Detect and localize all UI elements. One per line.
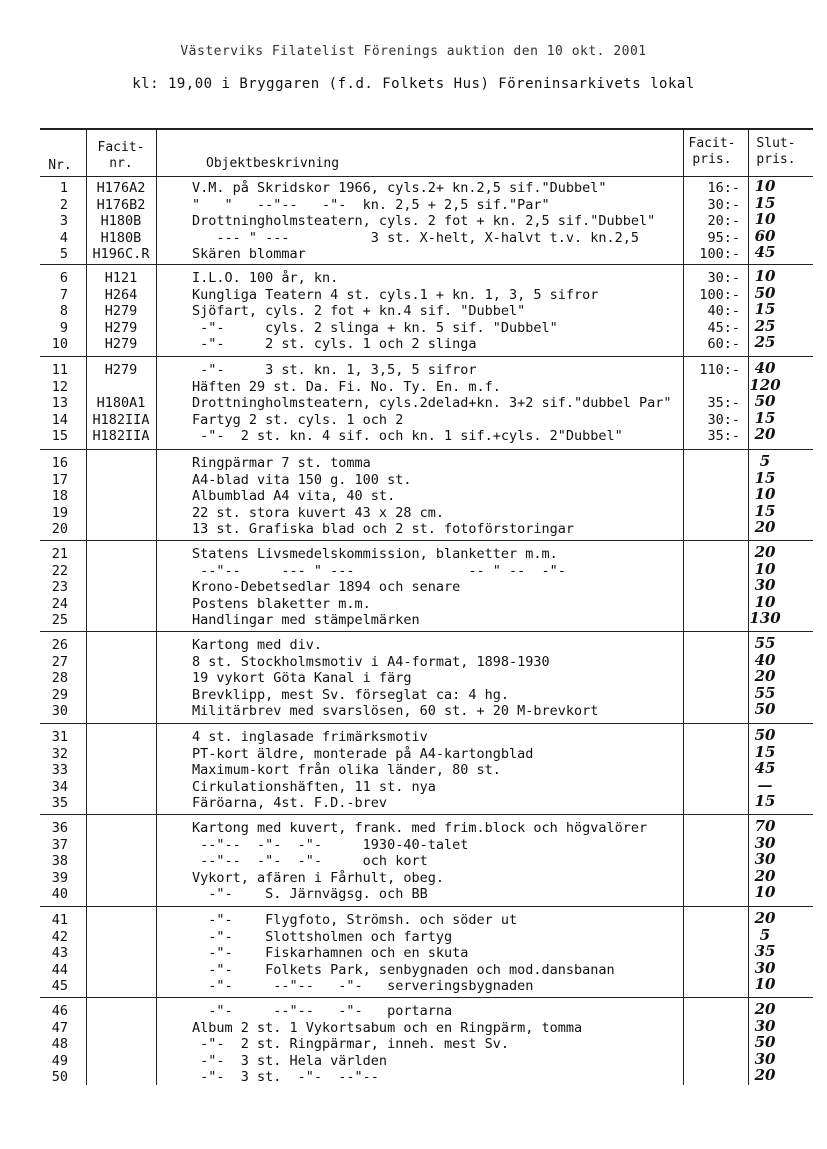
final-price: 20	[754, 1066, 776, 1085]
group-divider-rule	[40, 997, 813, 998]
row-number: 45	[51, 978, 68, 995]
object-description: Postens blaketter m.m.	[192, 595, 371, 612]
facit-number: H196C.R	[92, 246, 150, 263]
group-divider-rule	[40, 906, 813, 907]
final-price: 10	[754, 210, 776, 229]
row-number: 48	[51, 1036, 68, 1053]
facit-price: 30:-	[707, 196, 740, 213]
object-description: 13 st. Grafiska blad och 2 st. fotoförstoringar	[192, 521, 575, 538]
object-description: Kungliga Teatern 4 st. cyls.1 + kn. 1, 3, 5 sifror	[192, 286, 599, 303]
final-price: 30	[754, 576, 776, 595]
row-number: 34	[51, 778, 68, 795]
row-number: 35	[51, 795, 68, 812]
facit-price: 45:-	[707, 319, 740, 336]
facit-number: H279	[104, 336, 138, 353]
row-number: 1	[59, 180, 68, 196]
final-price: 20	[754, 667, 776, 686]
row-number: 43	[51, 945, 68, 962]
row-number: 32	[51, 745, 68, 762]
final-price: 120	[749, 375, 781, 394]
row-number: 5	[59, 246, 68, 263]
row-number: 22	[51, 562, 68, 579]
final-price: 40	[754, 650, 776, 669]
final-price: 30	[754, 833, 776, 852]
row-number: 38	[51, 853, 68, 870]
final-price: 70	[754, 817, 776, 835]
row-number: 46	[51, 1003, 68, 1019]
final-price: 15	[754, 468, 776, 487]
row-number: 23	[51, 579, 68, 596]
facit-price: 30:-	[707, 411, 740, 428]
final-price: 50	[754, 283, 776, 302]
object-description: -"- Fiskarhamnen och en skuta	[192, 945, 469, 962]
row-number: 29	[51, 686, 68, 703]
object-description: Brevklipp, mest Sv. förseglat ca: 4 hg.	[192, 686, 509, 703]
final-price: 45	[754, 759, 776, 778]
final-price: 5	[759, 452, 771, 470]
final-price: 10	[754, 177, 776, 195]
object-description: -"- S. Järnvägsg. och BB	[192, 886, 428, 903]
row-number: 39	[51, 869, 68, 886]
object-description: V.M. på Skridskor 1966, cyls.2+ kn.2,5 sif."Dubbel"	[192, 180, 607, 196]
final-price: 30	[754, 1049, 776, 1068]
facit-price: 35:-	[707, 428, 740, 445]
row-number: 42	[51, 928, 68, 945]
object-description: --"-- --- " --- -- " -- -"-	[192, 562, 566, 579]
col-head-facit-nr	[86, 140, 156, 172]
final-price: 15	[754, 300, 776, 319]
col-head-facit-nr-line1: Facit-	[97, 140, 145, 155]
row-number: 30	[51, 703, 68, 720]
facit-number: H180B	[100, 213, 142, 230]
row-number: 20	[51, 521, 68, 538]
object-description: 19 vykort Göta Kanal i färg	[192, 670, 412, 687]
row-number: 24	[51, 595, 68, 612]
row-number: 3	[59, 213, 68, 230]
group-divider-rule	[40, 723, 813, 724]
object-description: --- " --- 3 st. X-helt, X-halvt t.v. kn.2,5	[192, 229, 640, 246]
object-description: -"- 2 st. kn. 4 sif. och kn. 1 sif.+cyls. 2"Dubbel"	[192, 428, 623, 445]
facit-number: H182IIA	[92, 411, 150, 428]
col-head-nr-label: Nr.	[48, 158, 72, 173]
final-price: 20	[754, 543, 776, 561]
row-number: 28	[51, 670, 68, 687]
object-description: Vykort, afären i Fårhult, obeg.	[192, 869, 444, 886]
object-description: 22 st. stora kuvert 43 x 28 cm.	[192, 504, 444, 521]
object-description: Krono-Debetsedlar 1894 och senare	[192, 579, 461, 596]
final-price: 15	[754, 742, 776, 761]
object-description: Albumblad A4 vita, 40 st.	[192, 488, 396, 505]
final-price: 20	[754, 1000, 776, 1018]
column-divider	[683, 130, 684, 1085]
final-price: 15	[754, 792, 776, 811]
final-price: 60	[754, 226, 776, 245]
final-price: 10	[754, 592, 776, 611]
row-number: 26	[51, 637, 68, 653]
facit-number: H279	[104, 303, 138, 320]
final-price: 50	[754, 700, 776, 719]
facit-price: 110:-	[699, 362, 740, 378]
final-price: 20	[754, 425, 776, 444]
final-price: 50	[754, 392, 776, 411]
object-description: Maximum-kort från olika länder, 80 st.	[192, 762, 501, 779]
object-description: --"-- -"- -"- och kort	[192, 853, 428, 870]
row-number: 17	[51, 471, 68, 488]
final-price: 25	[754, 333, 776, 352]
object-description: 8 st. Stockholmsmotiv i A4-format, 1898-1930	[192, 653, 550, 670]
final-price: 20	[754, 518, 776, 537]
object-description: -"- 3 st. -"- --"--	[192, 1069, 379, 1086]
final-price: 20	[754, 866, 776, 885]
group-divider-rule	[40, 631, 813, 632]
row-number: 27	[51, 653, 68, 670]
object-description: Häften 29 st. Da. Fi. No. Ty. En. m.f.	[192, 378, 501, 395]
final-price: 10	[754, 267, 776, 285]
final-price: 15	[754, 193, 776, 212]
object-description: Sjöfart, cyls. 2 fot + kn.4 sif. "Dubbel"	[192, 303, 526, 320]
facit-number: H279	[104, 319, 138, 336]
object-description: Kartong med div.	[192, 637, 323, 653]
row-number: 12	[51, 378, 68, 395]
object-description: Cirkulationshäften, 11 st. nya	[192, 778, 436, 795]
column-divider	[156, 130, 157, 1085]
object-description: Kartong med kuvert, frank. med frim.block och högvalörer	[192, 820, 648, 836]
object-description: I.L.O. 100 år, kn.	[192, 270, 339, 286]
row-number: 6	[59, 270, 68, 286]
col-head-description-label: Objektbeskrivning	[206, 156, 340, 171]
row-number: 4	[59, 229, 68, 246]
object-description: Skären blommar	[192, 246, 306, 263]
header-location: kl: 19,00 i Bryggaren (f.d. Folkets Hus) Föreninsarkivets lokal	[132, 76, 695, 92]
row-number: 16	[51, 455, 68, 471]
facit-price: 35:-	[707, 395, 740, 412]
row-number: 19	[51, 504, 68, 521]
group-divider-rule	[40, 540, 813, 541]
row-number: 36	[51, 820, 68, 836]
row-number: 13	[51, 395, 68, 412]
final-price: 55	[754, 683, 776, 702]
row-number: 49	[51, 1052, 68, 1069]
facit-price: 100:-	[699, 246, 740, 263]
final-price: 35	[754, 942, 776, 961]
row-number: 11	[51, 362, 68, 378]
final-price: 30	[754, 958, 776, 977]
header-title: Västerviks Filatelist Förenings auktion den 10 okt. 2001	[180, 44, 647, 59]
col-head-facit-pris	[682, 136, 742, 168]
object-description: -"- Flygfoto, Strömsh. och söder ut	[192, 912, 518, 928]
object-description: " " --"-- -"- kn. 2,5 + 2,5 sif."Par"	[192, 196, 550, 213]
row-number: 31	[51, 729, 68, 745]
final-price: 15	[754, 408, 776, 427]
object-description: -"- 3 st. Hela världen	[192, 1052, 388, 1069]
object-description: Drottningholmsteatern, cyls.2delad+kn. 3+2 sif."dubbel Par"	[192, 395, 672, 412]
facit-price: 40:-	[707, 303, 740, 320]
row-number: 25	[51, 612, 68, 629]
row-number: 18	[51, 488, 68, 505]
row-number: 15	[51, 428, 68, 445]
facit-number: H176A2	[96, 180, 146, 196]
object-description: 4 st. inglasade frimärksmotiv	[192, 729, 428, 745]
group-divider-rule	[40, 449, 813, 450]
row-number: 10	[51, 336, 68, 353]
facit-number: H182IIA	[92, 428, 150, 445]
facit-price: 30:-	[707, 270, 740, 286]
object-description: PT-kort äldre, monterade på A4-kartongblad	[192, 745, 534, 762]
facit-price: 20:-	[707, 213, 740, 230]
group-divider-rule	[40, 356, 813, 357]
object-description: Fartyg 2 st. cyls. 1 och 2	[192, 411, 404, 428]
col-head-facit-pris-line2: pris.	[692, 152, 732, 167]
final-price: 5	[759, 925, 771, 944]
facit-price: 95:-	[707, 229, 740, 246]
facit-number: H180B	[100, 229, 142, 246]
final-price: 20	[754, 909, 776, 927]
final-price: 10	[754, 883, 776, 902]
final-price: 45	[754, 243, 776, 262]
object-description: -"- 2 st. Ringpärmar, inneh. mest Sv.	[192, 1036, 509, 1053]
group-divider-rule	[40, 814, 813, 815]
object-description: -"- Slottsholmen och fartyg	[192, 928, 453, 945]
object-description: -"- cyls. 2 slinga + kn. 5 sif. "Dubbel"	[192, 319, 558, 336]
object-description: Handlingar med stämpelmärken	[192, 612, 420, 629]
facit-number: H180A1	[96, 395, 146, 412]
object-description: Drottningholmsteatern, cyls. 2 fot + kn. 2,5 sif."Dubbel"	[192, 213, 656, 230]
col-head-nr	[44, 158, 76, 174]
facit-number: H264	[104, 286, 138, 303]
row-number: 21	[51, 546, 68, 562]
row-number: 41	[51, 912, 68, 928]
final-price: 30	[754, 1016, 776, 1035]
row-number: 44	[51, 961, 68, 978]
row-number: 7	[59, 286, 68, 303]
final-price: 15	[754, 501, 776, 520]
object-description: --"-- -"- -"- 1930-40-talet	[192, 836, 469, 853]
object-description: Album 2 st. 1 Vykortsabum och en Ringpärm, tomma	[192, 1019, 583, 1036]
object-description: -"- --"-- -"- portarna	[192, 1003, 453, 1019]
object-description: -"- Folkets Park, senbygnaden och mod.dansbanan	[192, 961, 615, 978]
object-description: -"- 3 st. kn. 1, 3,5, 5 sifror	[192, 362, 477, 378]
final-price: 50	[754, 726, 776, 744]
final-price: 10	[754, 975, 776, 994]
col-head-facit-pris-line1: Facit-	[688, 136, 736, 151]
final-price: 40	[754, 359, 776, 377]
object-description: Statens Livsmedelskommission, blanketter m.m.	[192, 546, 558, 562]
facit-number: H176B2	[96, 196, 146, 213]
final-price: 55	[754, 634, 776, 652]
row-number: 33	[51, 762, 68, 779]
col-head-slut-pris-line1: Slut-	[756, 136, 796, 151]
row-number: 47	[51, 1019, 68, 1036]
final-price: 10	[754, 559, 776, 578]
col-head-facit-nr-line2: nr.	[109, 156, 133, 171]
final-price: —	[757, 775, 773, 794]
row-number: 37	[51, 836, 68, 853]
col-head-description	[206, 156, 339, 172]
row-number: 50	[51, 1069, 68, 1086]
facit-price: 100:-	[699, 286, 740, 303]
row-number: 8	[59, 303, 68, 320]
column-divider	[748, 130, 749, 1085]
object-description: A4-blad vita 150 g. 100 st.	[192, 471, 412, 488]
object-description: Ringpärmar 7 st. tomma	[192, 455, 371, 471]
column-divider	[86, 130, 87, 1085]
object-description: Militärbrev med svarslösen, 60 st. + 20 M-brevkort	[192, 703, 599, 720]
object-description: Färöarna, 4st. F.D.-brev	[192, 795, 388, 812]
row-number: 40	[51, 886, 68, 903]
facit-price: 60:-	[707, 336, 740, 353]
object-description: -"- 2 st. cyls. 1 och 2 slinga	[192, 336, 477, 353]
row-number: 14	[51, 411, 68, 428]
final-price: 30	[754, 850, 776, 869]
row-number: 9	[59, 319, 68, 336]
group-divider-rule	[40, 264, 813, 265]
final-price: 25	[754, 316, 776, 335]
final-price: 10	[754, 485, 776, 504]
final-price: 50	[754, 1033, 776, 1052]
col-head-slut-pris	[748, 136, 804, 168]
facit-number: H279	[104, 362, 138, 378]
object-description: -"- --"-- -"- serveringsbygnaden	[192, 978, 534, 995]
col-head-slut-pris-line2: pris.	[756, 152, 796, 167]
row-number: 2	[59, 196, 68, 213]
final-price: 130	[749, 609, 781, 628]
facit-price: 16:-	[707, 180, 740, 196]
facit-number: H121	[104, 270, 138, 286]
